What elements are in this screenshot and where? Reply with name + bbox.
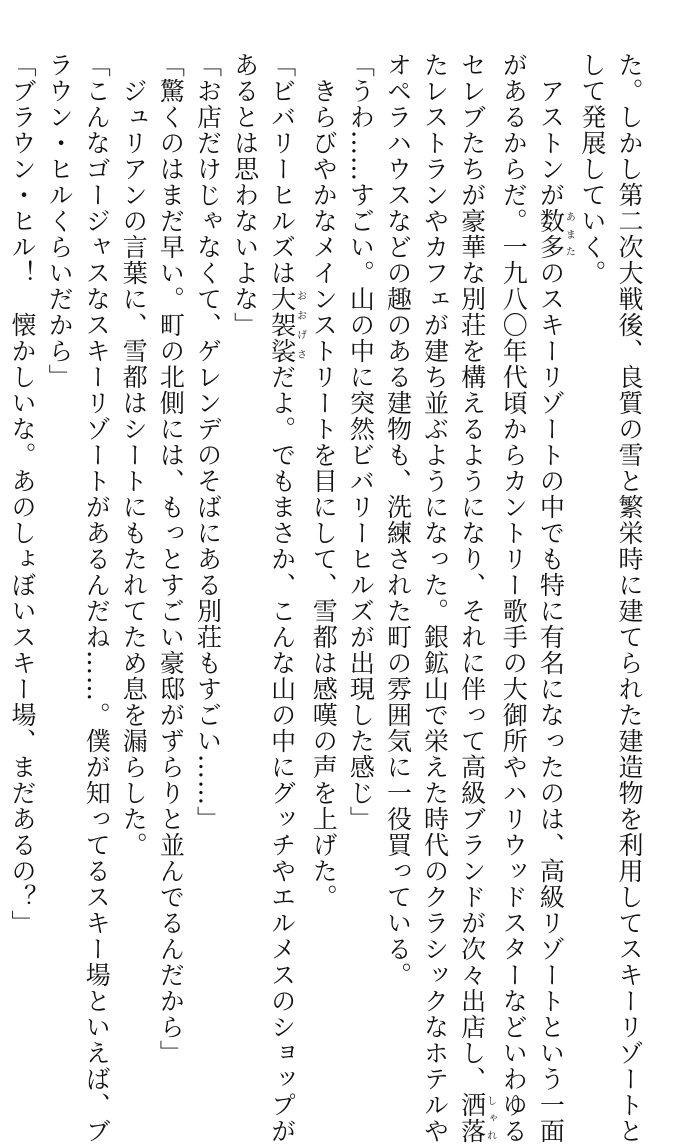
text-line: きらびやかなメインストリートを目にして、雪都は感嘆の声を上げた。 <box>309 52 339 910</box>
text-line: ラウン・ヒルくらいだから」 <box>45 52 75 390</box>
text-line: ジュリアンの言葉に、雪都はシートにもたれてため息を漏らした。 <box>119 52 149 858</box>
text-line: 「うわ……すごい。山の中に突然ビバリーヒルズが出現した感じ」 <box>346 52 376 832</box>
text-line: オペラハウスなどの趣のある建物も、洗練された町の雰囲気に一役買っている。 <box>383 52 413 988</box>
text-line: セレブたちが豪華な別荘を構えるようになり、それに伴って高級ブランドが次々出店し、洒落しゃれ <box>457 52 496 1144</box>
text-line: あるとは思わないよな」 <box>230 52 260 338</box>
ruby-annotation: 大袈裟おおげさ <box>267 286 306 364</box>
text-line: して発展していく。 <box>577 52 607 286</box>
text-line: た。しかし第二次大戦後、良質の雪と繁栄時に建てられた建造物を利用してスキーリゾートと <box>615 52 644 1144</box>
text-line: 「ブラウン・ヒル！ 懐かしいな。あのしょぼいスキー場、まだあるの？」 <box>8 52 37 936</box>
vertical-text-body <box>8 52 648 1144</box>
text-line: たレストランやカフェが建ち並ぶようになった。銀鉱山で栄えた時代のクラシックなホテルや <box>420 52 450 1144</box>
ruby-annotation: 洒落しゃれ <box>457 1092 496 1144</box>
text-line: 「こんなゴージャスなスキーリゾートがあるんだね……。僕が知ってるスキー場といえば、ブ <box>82 52 112 1144</box>
text-line: アストンが数多あまたのスキーリゾートの中でも特に有名になったのは、高級リゾートという一面 <box>536 52 575 1144</box>
text-line: 「驚くのはまだ早い。町の北側には、もっとすごい豪邸がずらりと並んでるんだから」 <box>156 52 186 1066</box>
text-line: 「お店だけじゃなくて、ゲレンデのそばにある別荘もすごい……」 <box>193 52 223 832</box>
text-line: があるからだ。一九八〇年代頃からカントリー歌手の大御所やハリウッドスターなどいわゆる <box>499 52 529 1144</box>
text-line: 「ビバリーヒルズは大袈裟おおげさだよ。でもまさか、こんな山の中にグッチやエルメスのショップが <box>267 52 306 1144</box>
ruby-annotation: 数多あまた <box>536 208 575 260</box>
